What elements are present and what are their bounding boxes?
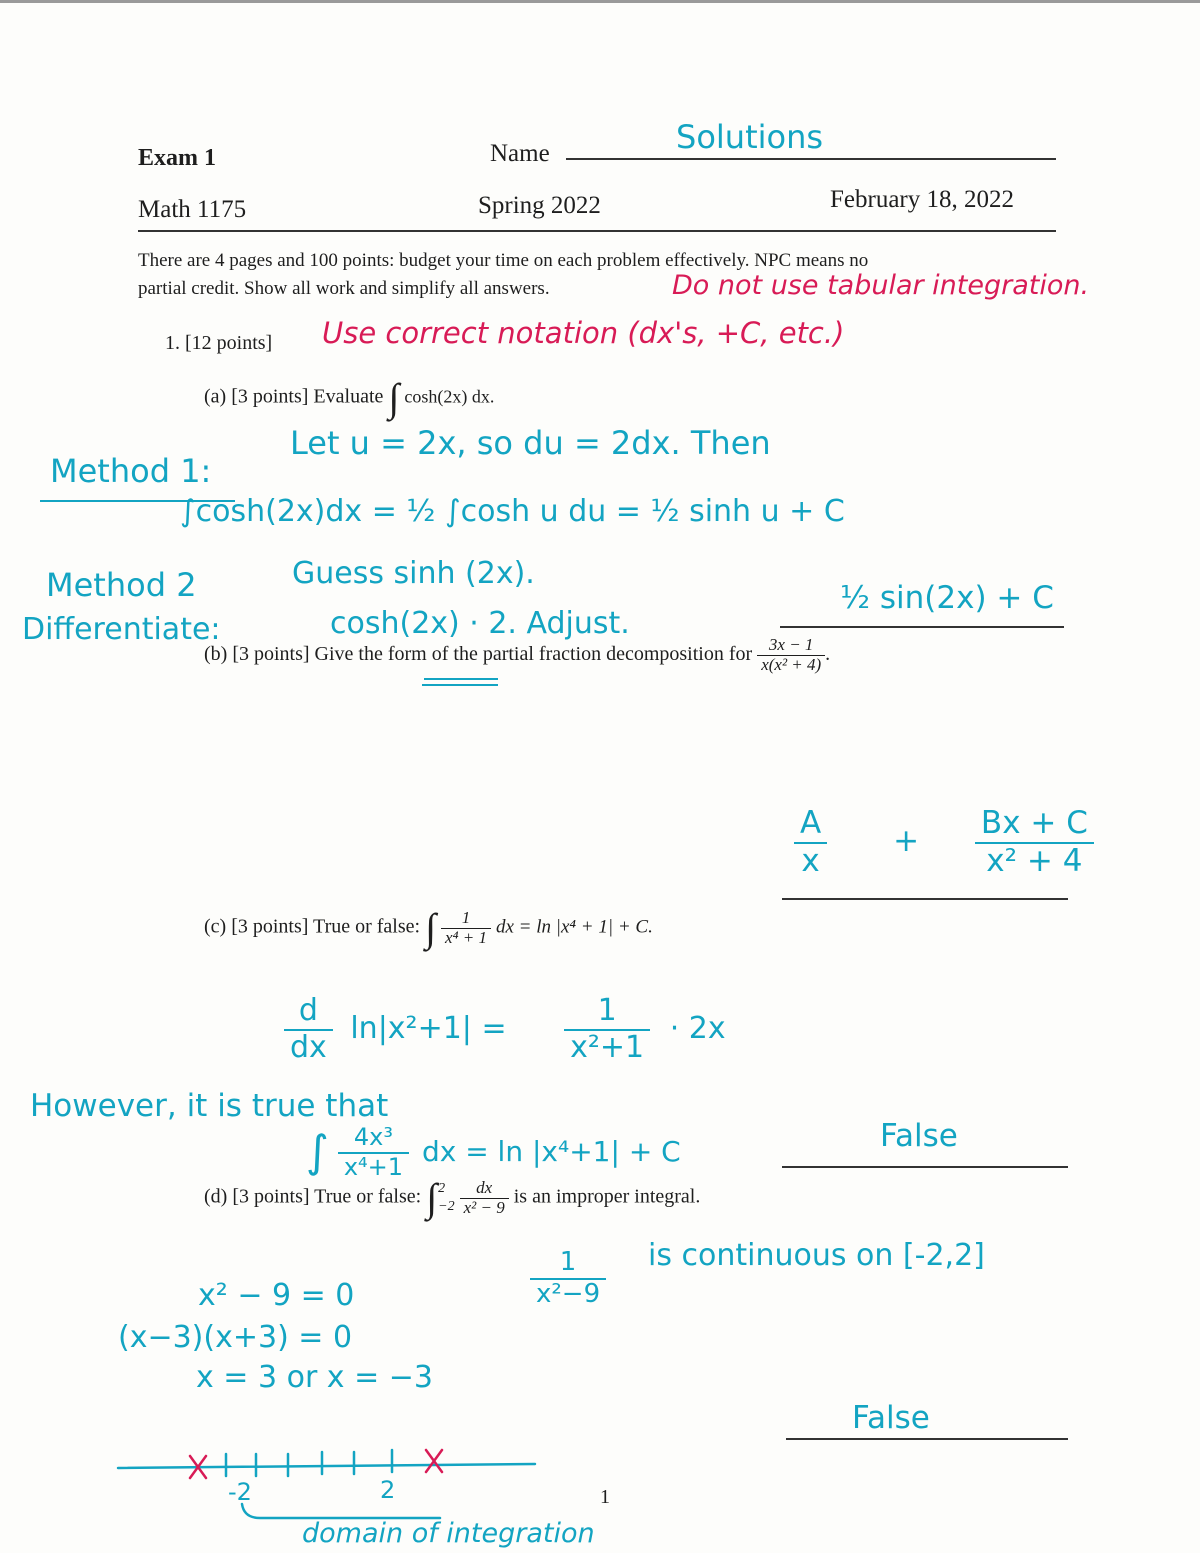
- part-d-numerator: dx: [460, 1179, 509, 1199]
- part-c-prompt: [204, 905, 653, 950]
- derivative-numerator: 1: [564, 994, 650, 1031]
- part-d-prompt-text: (d) [3 points] True or false:: [204, 1185, 422, 1208]
- exam-title: Exam 1: [138, 145, 216, 171]
- answer-term-b: [975, 806, 1094, 879]
- part-b-prompt-text: (b) [3 points] Give the form of the partial fraction decomposition for: [204, 642, 753, 665]
- tick-label-2: 2: [380, 1476, 396, 1504]
- notation-note: Use correct notation (dx's, +C, etc.): [322, 316, 845, 350]
- true-rhs: dx = ln |x⁴+1| + C: [421, 1134, 681, 1168]
- part-b-answer-line: [782, 898, 1068, 900]
- name-line: [566, 158, 1056, 160]
- scan-top-edge: [0, 0, 1200, 3]
- instructions-line-1: There are 4 pages and 100 points: budget your time on each problem effectively. NPC means no: [138, 250, 869, 271]
- reciprocal-numerator: 1: [530, 1248, 606, 1280]
- differentiate-work: cosh(2x) · 2. Adjust.: [330, 606, 630, 641]
- continuity-fraction: [530, 1248, 606, 1310]
- differentiate-label: Differentiate:: [22, 612, 221, 647]
- part-d-fraction: [460, 1179, 509, 1217]
- solve-step-1: x² − 9 = 0: [198, 1278, 355, 1313]
- however-note: However, it is true that: [30, 1088, 389, 1124]
- instructions-line-2: partial credit. Show all work and simplify all answers.: [138, 278, 550, 299]
- true-denominator: x⁴+1: [343, 1152, 404, 1181]
- tick-label-neg2: -2: [228, 1478, 252, 1506]
- part-c-prompt-text: (c) [3 points] True or false:: [204, 915, 421, 938]
- integral-sign: ∫: [306, 1126, 329, 1178]
- part-c-rhs: dx = ln |x⁴ + 1| + C.: [495, 916, 653, 938]
- solve-step-2: (x−3)(x+3) = 0: [118, 1320, 353, 1355]
- part-c-answer-line: [782, 1166, 1068, 1168]
- ln-expression: ln|x²+1| =: [350, 1011, 507, 1046]
- answer-b-numerator: Bx + C: [975, 806, 1094, 844]
- integral-sign: ∫: [426, 1175, 438, 1220]
- part-a-integrand: cosh(2x) dx.: [404, 386, 495, 407]
- true-numerator: 4x³: [338, 1124, 409, 1154]
- answer-b-denominator: x² + 4: [986, 842, 1083, 879]
- part-b-answer: [794, 806, 1094, 879]
- method-1-computation: ∫cosh(2x)dx = ½ ∫cosh u du = ½ sinh u + C: [180, 494, 845, 529]
- upper-limit: 2: [438, 1180, 446, 1196]
- d-numerator: d: [284, 994, 333, 1031]
- part-c-fraction: [441, 909, 491, 947]
- part-a-answer: ½ sin(2x) + C: [840, 580, 1054, 616]
- derivative-denominator: x²+1: [570, 1029, 645, 1065]
- part-d-suffix: is an improper integral.: [513, 1185, 701, 1208]
- course-number: Math 1175: [138, 196, 247, 223]
- number-line-axis: [118, 1464, 535, 1468]
- reciprocal-fraction: [530, 1248, 606, 1310]
- solve-step-3: x = 3 or x = −3: [196, 1360, 433, 1395]
- d-dx: [284, 994, 333, 1065]
- form-of-double-underline: [424, 678, 498, 680]
- part-c-derivative-work: [284, 994, 726, 1065]
- semester: Spring 2022: [478, 192, 601, 219]
- part-b-prompt: (b) [3 points] Give the form of the partial fraction decomposition for $\frac{3x - 1}{\text{x(x² + 4)}}$ .: [204, 635, 831, 674]
- integral-limits: [438, 1180, 454, 1216]
- part-c-answer: False: [880, 1118, 958, 1154]
- method-2-guess: Guess sinh (2x).: [292, 556, 535, 591]
- part-d-answer-line: [786, 1438, 1068, 1440]
- dx-denominator: dx: [290, 1029, 327, 1065]
- continuity-note: is continuous on [-2,2]: [648, 1238, 985, 1273]
- number-line-sketch: [110, 1428, 670, 1553]
- part-c-numerator: 1: [441, 909, 491, 929]
- part-d-denominator: x² − 9: [463, 1197, 505, 1217]
- answer-term-a: [794, 806, 827, 879]
- part-d-prompt: [204, 1175, 701, 1220]
- lower-limit: −2: [438, 1199, 455, 1214]
- name-label: Name: [490, 140, 550, 167]
- part-b-fraction: [757, 636, 825, 674]
- part-a-prompt: [204, 375, 495, 420]
- derivative-fraction: [564, 994, 650, 1065]
- answer-a-denominator: x: [801, 842, 820, 879]
- part-b-denominator: x(x² + 4): [761, 654, 822, 674]
- part-b-numerator: 3x − 1: [757, 636, 825, 656]
- form-of-double-underline-2: [422, 684, 498, 686]
- method-1-substitution: Let u = 2x, so du = 2dx. Then: [290, 424, 771, 462]
- integral-sign: ∫: [425, 905, 437, 950]
- part-a-prompt-text: (a) [3 points] Evaluate: [204, 385, 384, 408]
- domain-label: domain of integration: [302, 1518, 595, 1549]
- true-integral-fraction: [338, 1124, 409, 1181]
- excluded-point-3: [426, 1450, 442, 1472]
- part-a-answer-line: [780, 626, 1064, 628]
- integral-sign: ∫: [388, 375, 400, 420]
- times-2x: · 2x: [669, 1011, 726, 1046]
- method-2-label: Method 2: [46, 566, 197, 604]
- part-d-answer: False: [852, 1400, 930, 1436]
- tabular-integration-note: Do not use tabular integration.: [672, 270, 1090, 301]
- answer-plus: +: [893, 823, 920, 860]
- exam-date: February 18, 2022: [830, 186, 1014, 213]
- part-c-denominator: x⁴ + 1: [445, 927, 487, 947]
- problem-1-label: 1. [12 points]: [165, 332, 273, 354]
- header-rule: [138, 230, 1056, 232]
- name-value: Solutions: [676, 118, 824, 156]
- method-1-label: Method 1:: [50, 452, 212, 490]
- number-line-ticks: [226, 1450, 392, 1476]
- reciprocal-denominator: x²−9: [536, 1278, 601, 1309]
- domain-brace: [242, 1504, 440, 1518]
- answer-a-numerator: A: [794, 806, 827, 844]
- page-number: 1: [600, 1486, 610, 1508]
- true-integral: [306, 1124, 681, 1181]
